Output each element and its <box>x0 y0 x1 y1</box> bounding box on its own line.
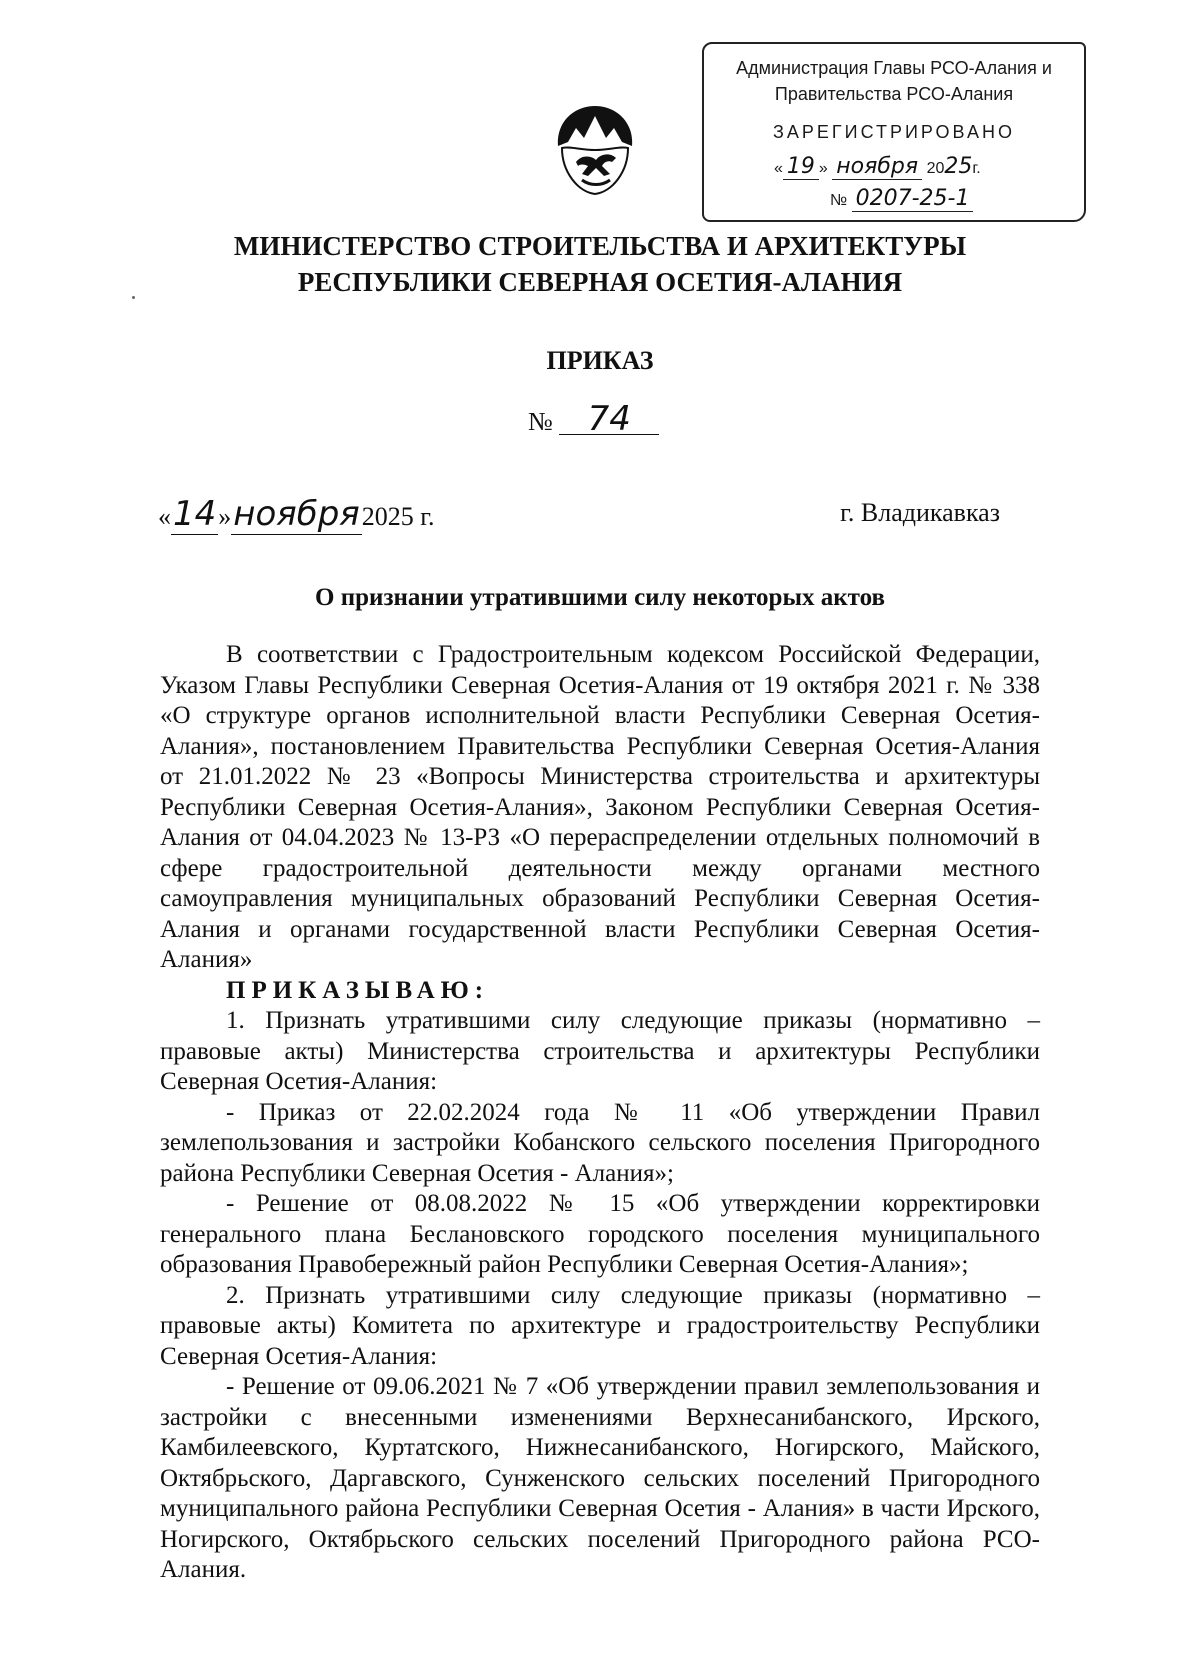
stamp-line-1: Администрация Главы РСО-Алания и <box>736 58 1052 78</box>
order-number-label: № <box>528 407 553 436</box>
item-1: 1. Признать утратившими силу следующие приказы (нормативно – правовые акты) Министерства строительства и архитектуры Республики Северная Осетия-Алания: <box>160 1007 1040 1095</box>
stamp-number <box>830 186 973 211</box>
order-date-close-quote: » <box>218 502 232 531</box>
order-date-day: 14 <box>173 494 217 534</box>
ministry-line-1: МИНИСТЕРСТВО СТРОИТЕЛЬСТВА И АРХИТЕКТУРЫ <box>233 231 967 261</box>
stamp-date <box>774 154 981 179</box>
coat-of-arms-emblem-icon <box>552 102 638 198</box>
stamp-date-year-unit: г. <box>972 160 981 177</box>
stamp-date-month: ноября <box>832 154 922 180</box>
order-number-value: 74 <box>559 404 659 435</box>
document-type: ПРИКАЗ <box>546 346 654 375</box>
ministry-heading <box>0 228 1200 300</box>
order-date <box>158 494 435 534</box>
order-date-open-quote: « <box>158 502 171 531</box>
city: г. Владикавказ <box>840 498 1000 527</box>
order-date-year: 2025 г. <box>361 502 435 531</box>
stamp-date-year-prefix: 20 <box>926 160 945 177</box>
stamp-registered: ЗАРЕГИСТРИРОВАНО <box>773 122 1015 142</box>
item-1-a: - Приказ от 22.02.2024 года № 11 «Об утверждении Правил землепользования и застройки Кобанского сельского поселения Пригородного района Республики Северная Осетия - Алания»; <box>160 1098 1040 1187</box>
stamp-date-year-suffix: 25 <box>944 154 973 179</box>
stamp-date-open-quote: « <box>774 160 783 177</box>
order-subject: О признании утратившими силу некоторых актов <box>315 584 885 611</box>
order-date-month: ноября <box>233 494 360 534</box>
order-body <box>160 640 1040 1586</box>
item-2: 2. Признать утратившими силу следующие приказы (нормативно – правовые акты) Комитета по архитектуре и градостроительству Республики Северная Осетия-Алания: <box>160 1281 1040 1370</box>
preamble-paragraph: В соответствии с Градостроительным кодексом Российской Федерации, Указом Главы Республики Северная Осетия-Алания от 19 октября 2021 г. № 338 «О структуре органов исполнительной власти Республики Северная Осетия-Алания», постановлением Правительства Республики Северная Осетия-Алания от 21.01.2022 № 23 «Вопросы Министерства строительства и архитектуры Республики Северная Осетия-Алания», Законом Республики Северная Осетия-Алания от 04.04.2023 № 13-РЗ «О перераспределении отдельных полномочий в сфере градостроительной деятельности между органами местного самоуправления муниципальных образований Республики Северная Осетия-Алания и органами государственной власти Республики Северная Осетия-Алания» <box>160 641 1040 973</box>
orders-word: ПРИКАЗЫВАЮ: <box>226 976 490 1004</box>
registration-stamp <box>702 42 1086 222</box>
item-1-b: - Решение от 08.08.2022 № 15 «Об утверждении корректировки генерального плана Беслановского городского поселения муниципального образования Правобережный район Республики Северная Осетия-Алания»; <box>160 1190 1040 1278</box>
order-number <box>528 399 659 439</box>
stamp-number-value: 0207-25-1 <box>852 186 974 212</box>
stamp-date-day: 19 <box>783 154 819 180</box>
stamp-line-2: Правительства РСО-Алания <box>774 84 1014 104</box>
stamp-date-close-quote: » <box>818 160 828 177</box>
item-2-a: - Решение от 09.06.2021 № 7 «Об утверждении правил землепользования и застройки с внесенными изменениями Верхнесанибанского, Ирского, Камбилеевского, Куртатского, Нижнесанибанского, Ногирского, Майского, Октябрьского, Даргавского, Сунженского сельских поселений Пригородного муниципального района Республики Северная Осетия - Алания» в части Ирского, Ногирского, Октябрьского сельских поселений Пригородного района РСО-Алания. <box>160 1373 1040 1583</box>
ministry-line-2: РЕСПУБЛИКИ СЕВЕРНАЯ ОСЕТИЯ-АЛАНИЯ <box>297 267 903 297</box>
stamp-number-label: № <box>830 192 848 209</box>
